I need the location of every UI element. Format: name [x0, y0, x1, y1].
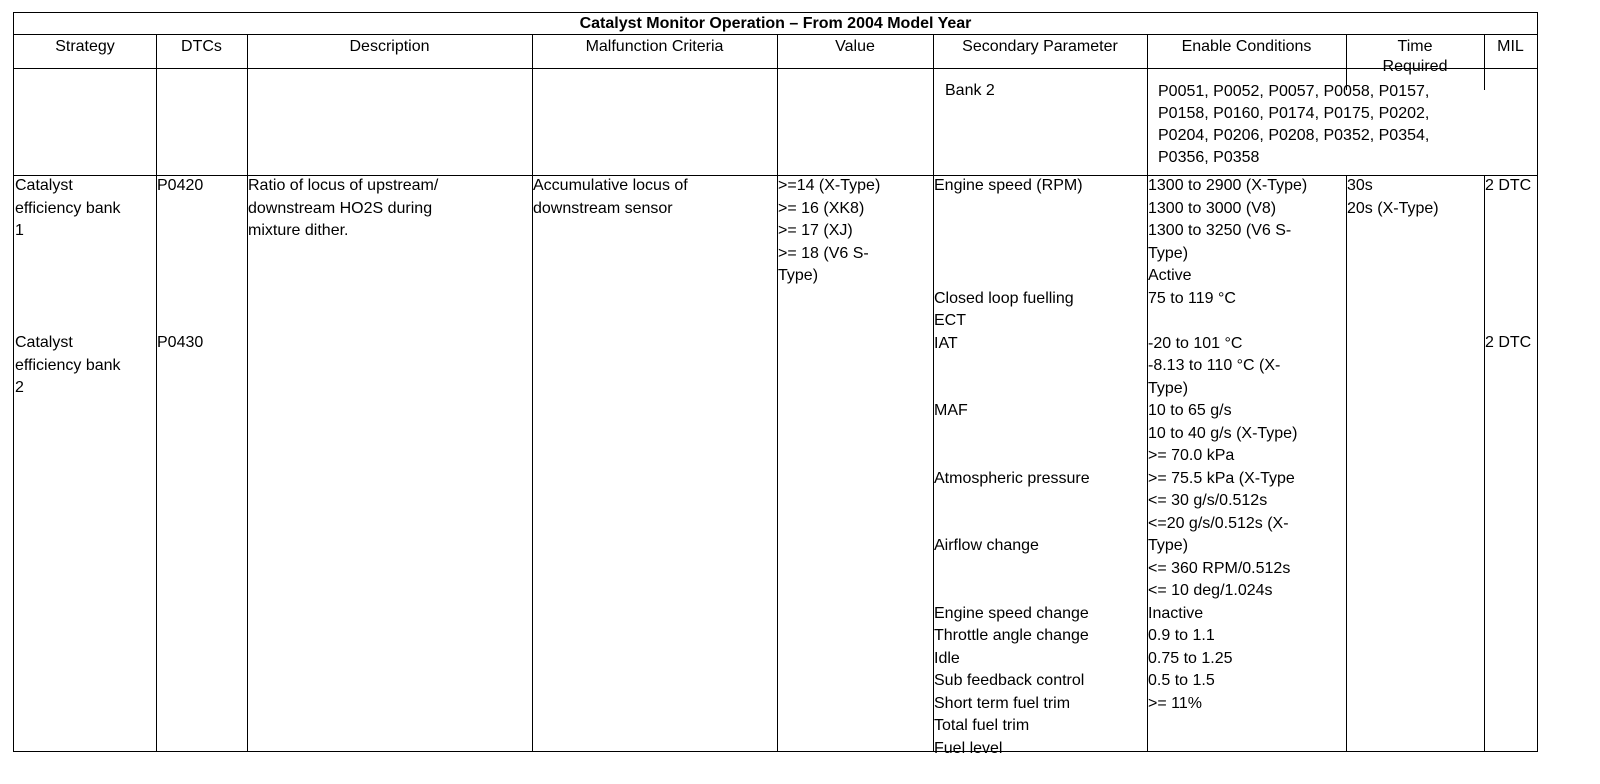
row2-strategy: Catalyst efficiency bank 2 — [15, 334, 121, 396]
enable-conditions-list — [1148, 175, 1307, 715]
enable-condition-item: 0.5 to 1.5 — [1148, 672, 1215, 689]
enable-condition-item: <= 360 RPM/0.512s — [1148, 559, 1291, 577]
enable-condition-item: Inactive — [1148, 604, 1204, 622]
col-divider — [247, 35, 248, 751]
secondary-parameter-item — [934, 558, 1090, 581]
enable-condition-item: Type) — [1148, 537, 1189, 554]
continuation-enable-dtcs: P0051, P0052, P0057, P0058, P0157, P0158, P0160, P0174, P0175, P0202, P0204, P0206, P0208, P0352, P0354, P0356, P0358 — [1158, 83, 1430, 166]
enable-condition-item: 1300 to 3000 (V8) — [1148, 199, 1277, 217]
header-time-required: Time Required — [1382, 38, 1448, 75]
enable-condition-item: -20 to 101 °C — [1148, 334, 1243, 352]
secondary-parameter-item — [934, 265, 1090, 288]
enable-condition-item: >= 75.5 kPa (X-Type — [1148, 469, 1295, 487]
header-divider — [14, 68, 1537, 69]
secondary-parameter-list — [934, 175, 1090, 760]
secondary-parameter-item: Airflow change — [934, 537, 1039, 554]
secondary-parameter-item: Atmospheric pressure — [934, 469, 1090, 487]
enable-condition-item: 0.75 to 1.25 — [1148, 649, 1233, 667]
enable-condition-item: Type) — [1148, 379, 1189, 397]
header-mil: MIL — [1497, 38, 1524, 55]
header-dtcs: DTCs — [181, 38, 222, 55]
row2-mil: 2 DTC — [1485, 334, 1532, 351]
row1-malfunction-criteria: Accumulative locus of downstream sensor — [533, 177, 688, 217]
secondary-parameter-item — [934, 580, 1090, 603]
header-description: Description — [349, 38, 430, 55]
secondary-parameter-item: Short term fuel trim — [934, 694, 1071, 712]
header-malfunction-criteria: Malfunction Criteria — [585, 38, 724, 55]
secondary-parameter-item — [934, 243, 1090, 266]
row1-value: >=14 (X-Type) >= 16 (XK8) >= 17 (XJ) >= 18 (V6 S- Type) — [778, 177, 881, 284]
secondary-parameter-item: Throttle angle change — [934, 627, 1089, 644]
continuation-secondary: Bank 2 — [945, 82, 995, 99]
col-divider — [1484, 175, 1485, 751]
secondary-parameter-item: IAT — [934, 334, 958, 352]
enable-condition-item: <= 30 g/s/0.512s — [1148, 492, 1268, 509]
enable-condition-item: <=20 g/s/0.512s (X- — [1148, 514, 1289, 532]
header-strategy: Strategy — [55, 38, 115, 55]
secondary-parameter-item: MAF — [934, 402, 968, 419]
secondary-parameter-item: Idle — [934, 649, 960, 667]
secondary-parameter-item: Engine speed change — [934, 604, 1089, 622]
secondary-parameter-item — [934, 355, 1090, 378]
header-value: Value — [835, 38, 875, 55]
col-divider — [532, 35, 533, 751]
enable-condition-item: 10 to 65 g/s — [1148, 402, 1232, 419]
col-divider — [1346, 175, 1347, 751]
enable-condition-item: Type) — [1148, 244, 1189, 262]
secondary-parameter-item: Closed loop fuelling — [934, 289, 1074, 307]
enable-condition-item: <= 10 deg/1.024s — [1148, 582, 1273, 599]
enable-condition-item: 1300 to 3250 (V6 S- — [1148, 222, 1292, 239]
enable-condition-item: 75 to 119 °C — [1148, 289, 1236, 307]
col-divider — [777, 35, 778, 751]
secondary-parameter-item: Fuel level — [934, 739, 1003, 757]
table-title: Catalyst Monitor Operation – From 2004 Model Year — [14, 13, 1537, 35]
secondary-parameter-item: Sub feedback control — [934, 672, 1085, 689]
row2-dtc: P0430 — [157, 334, 204, 351]
enable-condition-item: Active — [1148, 267, 1192, 284]
enable-condition-item: 10 to 40 g/s (X-Type) — [1148, 424, 1298, 442]
secondary-parameter-item: Total fuel trim — [934, 717, 1030, 734]
secondary-parameter-item: Engine speed (RPM) — [934, 177, 1083, 194]
enable-condition-item: >= 70.0 kPa — [1148, 447, 1235, 464]
header-enable-conditions: Enable Conditions — [1181, 38, 1312, 55]
row-divider — [14, 175, 1537, 176]
enable-condition-item: 0.9 to 1.1 — [1148, 627, 1215, 644]
secondary-parameter-item — [934, 378, 1090, 401]
secondary-parameter-item — [934, 490, 1090, 513]
secondary-parameter-item — [934, 423, 1090, 446]
enable-condition-item: -8.13 to 110 °C (X- — [1148, 357, 1281, 374]
row1-dtc: P0420 — [157, 177, 204, 194]
header-secondary-parameter: Secondary Parameter — [962, 38, 1118, 55]
catalyst-monitor-table — [13, 12, 1538, 757]
row1-mil: 2 DTC — [1485, 177, 1532, 194]
enable-condition-item: 1300 to 2900 (X-Type) — [1148, 177, 1308, 194]
secondary-parameter-item: ECT — [934, 312, 966, 329]
enable-condition-item — [1148, 310, 1307, 333]
row1-strategy: Catalyst efficiency bank 1 — [15, 177, 121, 239]
secondary-parameter-item — [934, 513, 1090, 536]
secondary-parameter-item — [934, 445, 1090, 468]
enable-condition-item: >= 11% — [1148, 694, 1202, 712]
row1-description: Ratio of locus of upstream/ downstream HO2S during mixture dither. — [248, 177, 439, 239]
col-divider — [156, 35, 157, 751]
row1-time-required: 30s 20s (X-Type) — [1347, 177, 1439, 217]
secondary-parameter-item — [934, 198, 1090, 221]
secondary-parameter-item — [934, 220, 1090, 243]
